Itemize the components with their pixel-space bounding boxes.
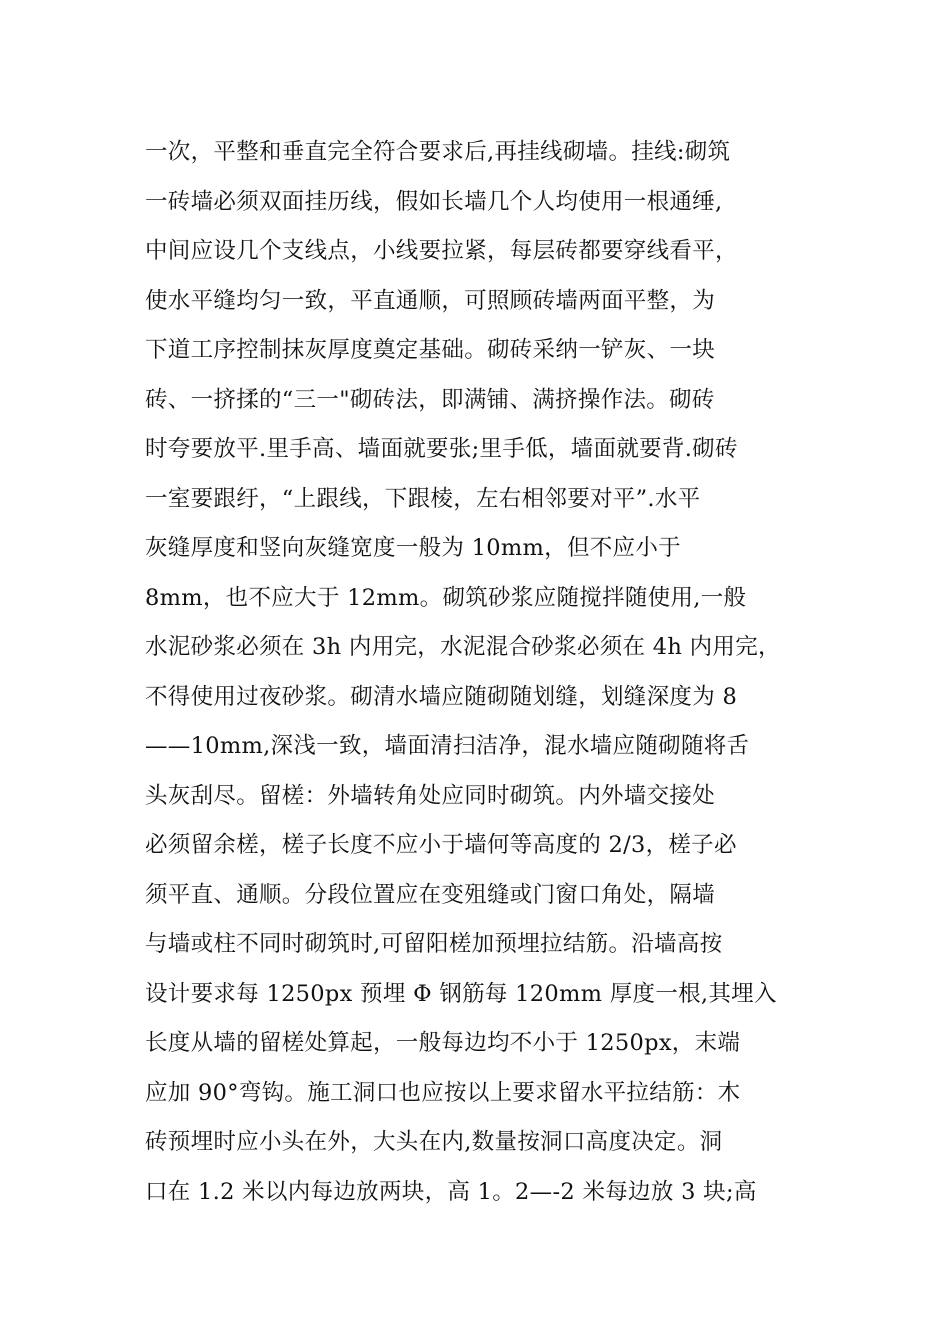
text-line: 应加 90°弯钩。施工洞口也应按以上要求留水平拉结筋：木 (145, 1079, 741, 1106)
text-line: 砖预埋时应小头在外，大头在内,数量按洞口高度决定。洞 (145, 1129, 723, 1155)
text-line: 一砖墙必须双面挂历线，假如长墙几个人均使用一根通缍, (145, 188, 723, 215)
text-line: 须平直、通顺。分段位置应在变殂缝或门窗口角处，隔墙 (145, 881, 716, 908)
text-line: ——10mm,深浅一致，墙面清扫洁净，混水墙应随砌随将舌 (145, 733, 750, 759)
text-line: 一次，平整和垂直完全符合要求后,再挂线砌墙。挂线:砌筑 (145, 139, 731, 165)
text-line: 中间应设几个支线点，小线要拉紧，每层砖都要穿线看平， (145, 238, 738, 264)
text-line: 下道工序控制抹灰厚度奠定基础。砌砖采纳一铲灰、一块 (145, 337, 716, 363)
text-line: 与墙或柱不同时砌筑时,可留阳槎加预埋拉结筋。沿墙高按 (145, 931, 723, 957)
text-line: 砖、一挤揉的“三一"砌砖法，即满铺、满挤操作法。砌砖 (145, 386, 715, 413)
text-line: 长度从墙的留槎处算起，一般每边均不小于 1250px，末端 (145, 1030, 741, 1056)
text-line: 使水平缝均匀一致，平直通顺，可照顾砖墙两面平整，为 (145, 287, 716, 314)
text-line: 水泥砂浆必须在 3h 内用完，水泥混合砂浆必须在 4h 内用完， (145, 634, 781, 660)
text-line: 8mm，也不应大于 12mm。砌筑砂浆应随搅拌随使用,一般 (145, 584, 747, 611)
text-line: 口在 1.2 米以内每边放两块，高 1。2—-2 米每边放 3 块;高 (145, 1178, 757, 1205)
text-line: 时夸要放平.里手高、墙面就要张;里手低，墙面就要背.砌砖 (145, 436, 738, 462)
text-line: 灰缝厚度和竖向灰缝宽度一般为 10mm，但不应小于 (145, 535, 681, 561)
text-line: 设计要求每 1250px 预埋 Φ 钢筋每 120mm 厚度一根,其埋入 (145, 980, 777, 1007)
text-line: 不得使用过夜砂浆。砌清水墙应随砌随划缝，划缝深度为 8 (145, 683, 738, 710)
body-text (145, 128, 835, 1217)
text-line: 一室要跟纡，“上跟线，下跟棱，左右相邻要对平”.水平 (145, 485, 701, 512)
text-line: 头灰刮尽。留槎：外墙转角处应同时砌筑。内外墙交接处 (145, 782, 716, 809)
text-line: 必须留余槎，槎子长度不应小于墙何等高度的 2/3，槎子必 (145, 832, 737, 858)
